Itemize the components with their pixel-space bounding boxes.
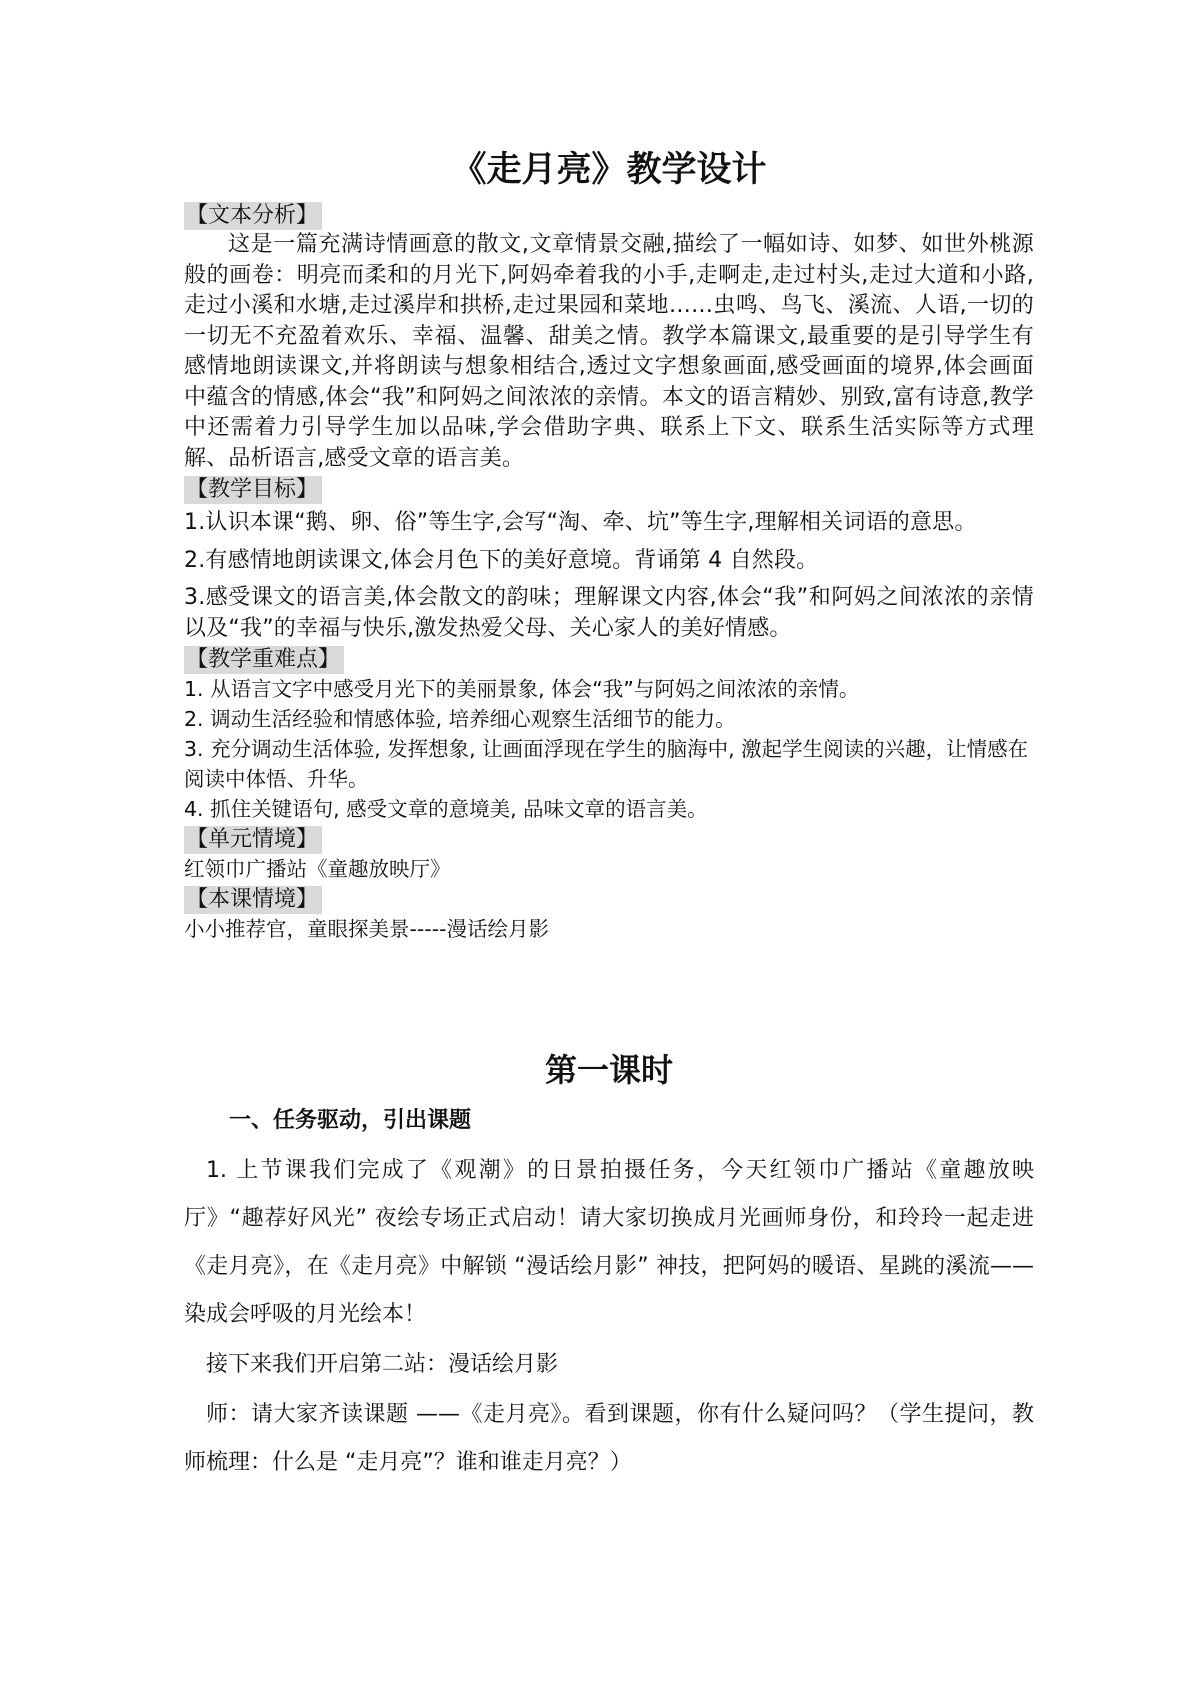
- unit-context-text: 红领巾广播站《童趣放映厅》: [184, 857, 451, 881]
- key-points-label: 【教学重难点】: [184, 646, 344, 674]
- key-point-item: 3. 充分调动生活体验, 发挥想象, 让画面浮现在学生的脑海中, 激起学生阅读的兴趣，让情感在阅读中体悟、升华。: [184, 737, 1029, 791]
- lesson-paragraph: 1. 上节课我们完成了《观潮》的日景拍摄任务，今天红领巾广播站《童趣放映厅》“趣荐好风光” 夜绘专场正式启动！请大家切换成月光画师身份，和玲玲一起走进《走月亮》，在《走月亮》中解锁 “漫话绘月影” 神技，把阿妈的暖语、星跳的溪流——染成会呼吸的月光绘本！: [184, 1158, 1034, 1327]
- lesson-paragraph: 师：请大家齐读课题 ——《走月亮》。看到课题，你有什么疑问吗？（学生提问，教师梳理：什么是 “走月亮”？谁和谁走月亮？）: [184, 1402, 1034, 1475]
- text-analysis-paragraph: 这是一篇充满诗情画意的散文,文章情景交融,描绘了一幅如诗、如梦、如世外桃源般的画卷：明亮而柔和的月光下,阿妈牵着我的小手,走啊走,走过村头,走过大道和小路,走过小溪和水塘,走过溪岸和拱桥,走过果园和菜地……虫鸣、鸟飞、溪流、人语,一切的一切无不充盈着欢乐、幸福、温馨、甜美之情。教学本篇课文,最重要的是引导学生有感情地朗读课文,并将朗读与想象相结合,透过文字想象画面,感受画面的境界,体会画面中蕴含的情感,体会“我”和阿妈之间浓浓的亲情。本文的语言精妙、别致,富有诗意,教学中还需着力引导学生加以品味,学会借助字典、联系上下文、联系生活实际等方式理解、品析语言,感受文章的语言美。: [184, 232, 1034, 471]
- document-body: [184, 140, 1034, 1489]
- lesson-paragraph: 接下来我们开启第二站：漫话绘月影: [206, 1352, 559, 1377]
- teaching-goal-item: 3.感受课文的语言美,体会散文的韵味；理解课文内容,体会“我”和阿妈之间浓浓的亲情以及“我”的幸福与快乐,激发热爱父母、关心家人的美好情感。: [184, 585, 1034, 641]
- key-point-item: 4. 抓住关键语句, 感受文章的意境美, 品味文章的语言美。: [184, 797, 708, 821]
- lesson-context-label: 【本课情境】: [184, 886, 322, 914]
- key-point-item: 2. 调动生活经验和情感体验, 培养细心观察生活细节的能力。: [184, 707, 736, 731]
- unit-context-label: 【单元情境】: [184, 826, 322, 854]
- teaching-goals-label: 【教学目标】: [184, 476, 322, 504]
- unit-context-section: [184, 824, 1034, 884]
- key-points-section: [184, 644, 1034, 824]
- text-analysis-section: [184, 200, 1034, 474]
- teaching-goal-item: 1.认识本课“鹅、卵、俗”等生字,会写“淘、牵、坑”等生字,理解相关词语的意思。: [184, 510, 977, 535]
- teaching-goals-section: [184, 474, 1034, 644]
- text-analysis-label: 【文本分析】: [184, 202, 322, 230]
- teaching-goal-item: 2.有感情地朗读课文,体会月色下的美好意境。背诵第 4 自然段。: [184, 547, 819, 573]
- lesson-context-text: 小小推荐官，童眼探美景-----漫话绘月影: [184, 917, 549, 941]
- lesson-context-section: [184, 884, 1034, 944]
- key-point-item: 1. 从语言文字中感受月光下的美丽景象, 体会“我”与阿妈之间浓浓的亲情。: [184, 677, 860, 701]
- section-heading: 一、任务驱动，引出课题: [229, 1108, 472, 1133]
- lesson-title: 第一课时: [544, 1051, 673, 1089]
- document-title: 《走月亮》教学设计: [451, 149, 767, 190]
